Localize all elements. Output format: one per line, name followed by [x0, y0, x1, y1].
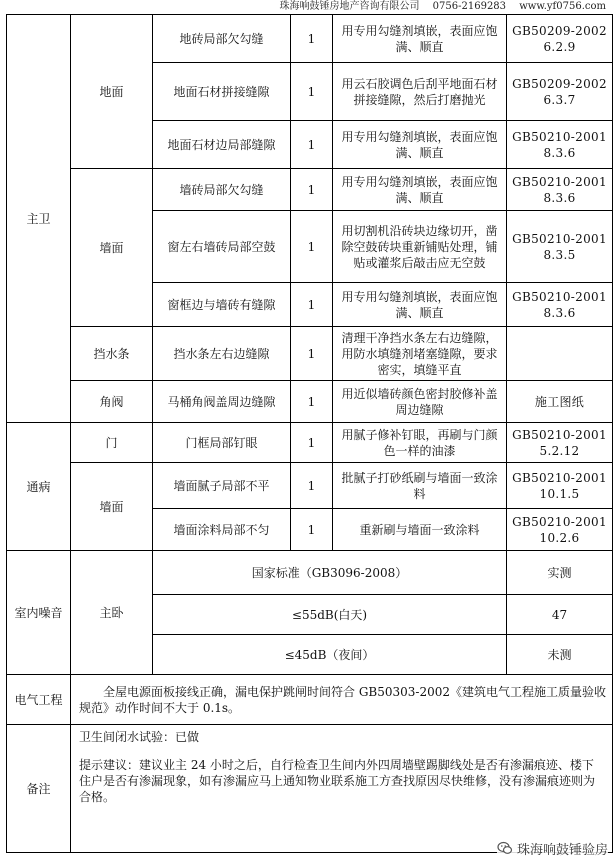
remarks-line-suggestion: 提示建议：建议业主 24 小时之后，自行检查卫生间内外四周墙壁踢脚线处是否有渗漏痕迹、楼下住户是否有渗漏现象，如有渗漏应马上通知物业联系施工方查找原因尽快维修，没有渗漏痕迹则为合格。 — [79, 758, 596, 804]
group-wall-zhuwei: 墙面 — [71, 169, 153, 327]
table-row — [7, 169, 613, 211]
company-phone: 0756-2169283 — [432, 1, 507, 12]
standard-cell: GB50210-2001 5.2.12 — [507, 423, 613, 463]
wechat-logo-icon — [497, 840, 513, 856]
item-cell: 门框局部钉眼 — [153, 423, 291, 463]
inspection-table — [6, 14, 613, 853]
fix-cell: 重新刷与墙面一致涂料 — [333, 509, 507, 551]
qty-cell: 1 — [291, 211, 333, 283]
qty-cell: 1 — [291, 63, 333, 121]
item-cell: 马桶角阀盖周边缝隙 — [153, 381, 291, 423]
section-remarks: 备注 — [7, 725, 71, 853]
table-row — [7, 423, 613, 463]
item-cell: 地砖局部欠勾缝 — [153, 15, 291, 63]
standard-cell: GB50209-2002 6.2.9 — [507, 15, 613, 63]
table-row — [7, 551, 613, 595]
group-wall-tongbing: 墙面 — [71, 463, 153, 551]
noise-day-value: 47 — [507, 595, 613, 635]
item-cell: 窗框边与墙砖有缝隙 — [153, 283, 291, 327]
watermark — [497, 838, 608, 858]
standard-cell — [507, 327, 613, 381]
qty-cell: 1 — [291, 283, 333, 327]
table-row — [7, 675, 613, 725]
group-water-bar: 挡水条 — [71, 327, 153, 381]
fix-cell: 用腻子修补钉眼，再刷与门颜色一样的油漆 — [333, 423, 507, 463]
qty-cell: 1 — [291, 169, 333, 211]
qty-cell: 1 — [291, 463, 333, 509]
standard-cell: GB50210-2001 8.3.5 — [507, 211, 613, 283]
noise-measured-header: 实测 — [507, 551, 613, 595]
section-noise: 室内噪音 — [7, 551, 71, 675]
standard-cell: GB50210-2001 10.1.5 — [507, 463, 613, 509]
fix-cell: 清理干净挡水条左右边缝隙，用防水填缝剂堵塞缝隙，要求密实，填缝平直 — [333, 327, 507, 381]
watermark-text: 珠海响鼓锤验房 — [516, 842, 608, 858]
noise-night-value: 未测 — [507, 635, 613, 675]
table-row — [7, 381, 613, 423]
fix-cell: 批腻子打砂纸刷与墙面一致涂料 — [333, 463, 507, 509]
noise-day-label: ≤55dB(白天) — [153, 595, 507, 635]
table-row — [7, 725, 613, 853]
standard-cell: GB50210-2001 8.3.6 — [507, 169, 613, 211]
fix-cell: 用专用勾缝剂填嵌，表面应饱满、顺直 — [333, 169, 507, 211]
item-cell: 墙面腻子局部不平 — [153, 463, 291, 509]
section-tongbing: 通病 — [7, 423, 71, 551]
company-website: www.yf0756.com — [519, 1, 606, 12]
fix-cell: 用专用勾缝剂填嵌，表面应饱满、顺直 — [333, 15, 507, 63]
item-cell: 墙砖局部欠勾缝 — [153, 169, 291, 211]
item-cell: 墙面涂料局部不匀 — [153, 509, 291, 551]
group-master-bedroom: 主卧 — [71, 551, 153, 675]
fix-cell: 用云石胶调色后刮平地面石材拼接缝隙，然后打磨抛光 — [333, 63, 507, 121]
standard-cell: GB50209-2002 6.3.7 — [507, 63, 613, 121]
remarks-line-waterproof: 卫生间闭水试验：已做 — [79, 730, 200, 744]
group-angle-valve: 角阀 — [71, 381, 153, 423]
table-row — [7, 463, 613, 509]
fix-cell: 用切割机沿砖块边缘切开，凿除空鼓砖块重新铺贴处理，铺贴或灌浆后敲击应无空鼓 — [333, 211, 507, 283]
qty-cell: 1 — [291, 423, 333, 463]
remarks-gap — [79, 745, 604, 757]
item-cell: 挡水条左右边缝隙 — [153, 327, 291, 381]
group-floor: 地面 — [71, 15, 153, 169]
fix-cell: 用专用勾缝剂填嵌，表面应饱满、顺直 — [333, 121, 507, 169]
remarks-cell — [71, 725, 613, 853]
noise-night-label: ≤45dB（夜间） — [153, 635, 507, 675]
qty-cell: 1 — [291, 327, 333, 381]
qty-cell: 1 — [291, 121, 333, 169]
standard-cell: GB50210-2001 8.3.6 — [507, 121, 613, 169]
standard-cell: 施工图纸 — [507, 381, 613, 423]
section-zhuwei: 主卫 — [7, 15, 71, 423]
page-header — [0, 0, 616, 14]
item-cell: 窗左右墙砖局部空鼓 — [153, 211, 291, 283]
standard-cell: GB50210-2001 8.3.6 — [507, 283, 613, 327]
table-row — [7, 327, 613, 381]
item-cell: 地面石材拼接缝隙 — [153, 63, 291, 121]
fix-cell: 用近似墙砖颜色密封胶修补盖周边缝隙 — [333, 381, 507, 423]
standard-cell: GB50210-2001 10.2.6 — [507, 509, 613, 551]
qty-cell: 1 — [291, 15, 333, 63]
electric-text: 全屋电源面板接线正确，漏电保护跳闸时间符合 GB50303-2002《建筑电气工程施工质量验收规范》动作时间不大于 0.1s。 — [71, 675, 613, 725]
table-row — [7, 15, 613, 63]
fix-cell: 用专用勾缝剂填嵌，表面应饱满、顺直 — [333, 283, 507, 327]
qty-cell: 1 — [291, 509, 333, 551]
section-electric: 电气工程 — [7, 675, 71, 725]
group-door: 门 — [71, 423, 153, 463]
company-name: 珠海响鼓锤房地产咨询有限公司 — [279, 1, 420, 12]
qty-cell: 1 — [291, 381, 333, 423]
item-cell: 地面石材边局部缝隙 — [153, 121, 291, 169]
noise-standard-header: 国家标准（GB3096-2008） — [153, 551, 507, 595]
